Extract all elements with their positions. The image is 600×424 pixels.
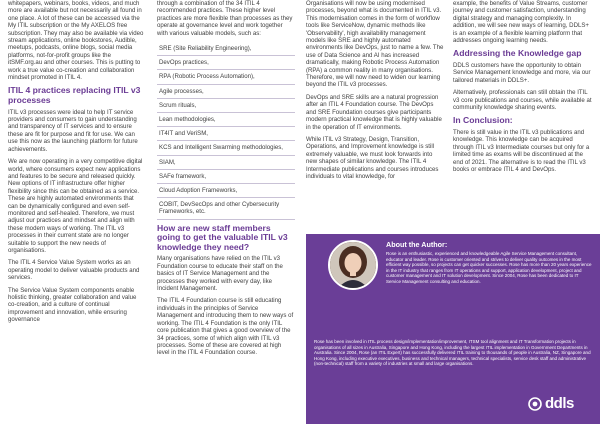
paragraph: whitepapers, webinars, books, videos, and much more are available but not necessarily all found in one place. A lot of these can be accessed via the My ITIL subscription or the My AXELOS free subscription. They may also be available via video stream applications, online bookstores, Audible, meetups, podcasts, online blogs, social media platforms, not-for-profit groups like the itSMF.org.au and other courses. This is putting to work a true value co-creation and collaboration mindset promoted in ITIL 4. [8, 0, 144, 82]
list-item: IT4IT and VeriSM, [157, 127, 295, 141]
list-item: RPA (Robotic Process Automation), [157, 70, 295, 84]
author-bio-intro: Rose is an enthusiastic, experienced and knowledgeable Agile Service Management consultant, educator and leader. Rose is customer oriented and strives to deliver quality outcomes in the most efficient way possible, so projects can get quicker successes. Rose has more than 20 years experience in the IT industry that ranges from IT operations and support, application development, project and customer management and IT solution development. Since 2004, Rose has been dedicated to IT Service Management consulting and education. [386, 251, 592, 284]
paragraph: Organisations will now be using modernised processes, beyond what is documented in ITIL v3. This modernisation comes in the form of workflow tools like ServiceNow, dynamic methods like 'Observability', high availability management models like SRE and highly automated environments like DevOps, just to name a few. The use of Data Science and AI has increased dramatically, making Robotic Process Automation (RPA) a common reality in many organisations. Therefore, we will now need to widen our learning beyond the ITIL v3 processes. [306, 0, 444, 89]
author-portrait-icon [330, 242, 376, 288]
section-heading: How are new staff members going to get the valuable ITIL v3 knowledge they need? [157, 222, 288, 252]
paragraph: We are now operating in a very competitive digital world, where consumers expect new applications and features to be secure and released quickly. New options of IT infrastructure offer higher flexibility since this can be obtained as a service. These are highly automated environments that can be dynamically configured and even self-monitored and self-healed. Therefore, we must adjust our practices and mindset and align with these modern ways of working. The ITIL v3 processes in their current state are no longer suitable to support the new needs of organisations. [8, 158, 143, 254]
paragraph: The ITIL 4 Service Value System works as an operating model to deliver valuable products and services. [8, 259, 140, 282]
column-3 [306, 0, 444, 185]
paragraph: While ITIL v3 Strategy, Design, Transition, Operations, and Improvement knowledge is still extremely valuable, we must look forwards into new shapes of similar knowledge. The ITIL 4 Intermediate publications and courses introduces individuals to vital knowledge, for [306, 135, 439, 180]
list-item: SRE (Site Reliability Engineering), [157, 42, 295, 56]
list-item: SAFe framework, [157, 170, 295, 184]
paragraph: through a combination of the 34 ITIL 4 recommended practices. These higher level practices are more flexible than processes as they operate at governance level and work together with various valuable models, such as: [157, 0, 293, 37]
paragraph: There is still value in the ITIL v3 publications and knowledge. This knowledge can be acquired through ITIL v3 Intermediate courses but only for a limited time as exams will be discontinued at the end of 2021. The alternative is to read the ITIL v3 books or embrace ITIL 4 and DevOps. [453, 129, 590, 174]
list-item: Cloud Adoption Frameworks, [157, 184, 295, 198]
logo-text: ddls [545, 395, 574, 412]
paragraph: Many organisations have relied on the ITIL v3 Foundation course to educate their staff on the basics of IT Service Management and the processes they worked with every day, like Incident Management. [157, 255, 283, 293]
paragraph: Alternatively, professionals can still obtain the ITIL v3 core publications and courses, while available at community knowledge sharing events. [453, 89, 592, 112]
paragraph: example, the benefits of Value Streams, customer journey and customer satisfaction, understanding digital strategy and managing complexity. In addition, we will see new ways of learning, DDLS+ is an example of a flexible learning platform that addresses ongoing learning needs. [453, 0, 589, 45]
paragraph: The ITIL 4 Foundation course is still educating individuals in the principles of Service Management and introducing them to new ways of working. The ITIL 4 Foundation is the only ITIL core publication that gives a good overview of the 34 practices, some of which align with ITIL v3 processes. Some of these are covered at high level in the ITIL 4 Foundation course. [157, 297, 294, 357]
list-item: DevOps practices, [157, 56, 295, 70]
author-bio-detail: Rose has been involved in ITIL process design/implementation/improvement, ITSM tool alignment and IT Transformation projects in organisations of all sizes in Australia, Singapore and Hong Kong, including the largest ITIL implementation in Government Departments in Australia. Since 2004, Rose (an ITIL Expert) has successfully delivered ITIL training to thousands of people in Australia, NZ, Singapore and Hong Kong, including executive executives, business and technical managers, technical specialists, service desk staff and administrative (non-technical) staff from a variety of industries at small and large organisations. [314, 339, 591, 367]
paragraph: DDLS customers have the opportunity to obtain Service Management knowledge and more, via our tailored materials in DDLS+. [453, 62, 591, 84]
list-item: Agile processes, [157, 85, 295, 99]
list-item: KCS and Intelligent Swarming methodologies, [157, 141, 295, 155]
ddls-logo-icon [528, 397, 542, 411]
paragraph: The Service Value System components enable holistic thinking, greater collaboration and value co-creation, and a culture of continual improvement and innovation, while ensuring governance [8, 286, 137, 324]
author-photo [328, 240, 378, 290]
list-item: COBIT, DevSecOps and other Cybersecurity Frameworks, etc. [157, 198, 295, 219]
paragraph: DevOps and SRE skills are a natural progression after an ITIL 4 Foundation course. The DevOps and SRE Foundation courses give participants modern practical knowledge that is highly valuable in the operation of IT environments. [306, 93, 442, 131]
list-item: Lean methodologies, [157, 113, 295, 127]
about-title: About the Author: [386, 240, 448, 249]
column-1 [8, 0, 145, 329]
paragraph: ITIL v3 processes were ideal to help IT service providers and consumers to gain understanding and transparency of IT services and to ensure these are fit for purpose and fit for use. We can use this now as the launching platform for future achievements. [8, 108, 138, 153]
practices-list [157, 42, 295, 220]
section-heading: Addressing the Knowledge gap [453, 48, 582, 59]
list-item: Scrum rituals, [157, 99, 295, 113]
column-4 [453, 0, 594, 179]
section-heading: In Conclusion: [453, 115, 513, 126]
section-heading: ITIL 4 practices replacing ITIL v3 processes [8, 85, 141, 106]
column-2 [157, 0, 295, 362]
list-item: SIAM, [157, 156, 295, 170]
ddls-logo [528, 395, 574, 412]
